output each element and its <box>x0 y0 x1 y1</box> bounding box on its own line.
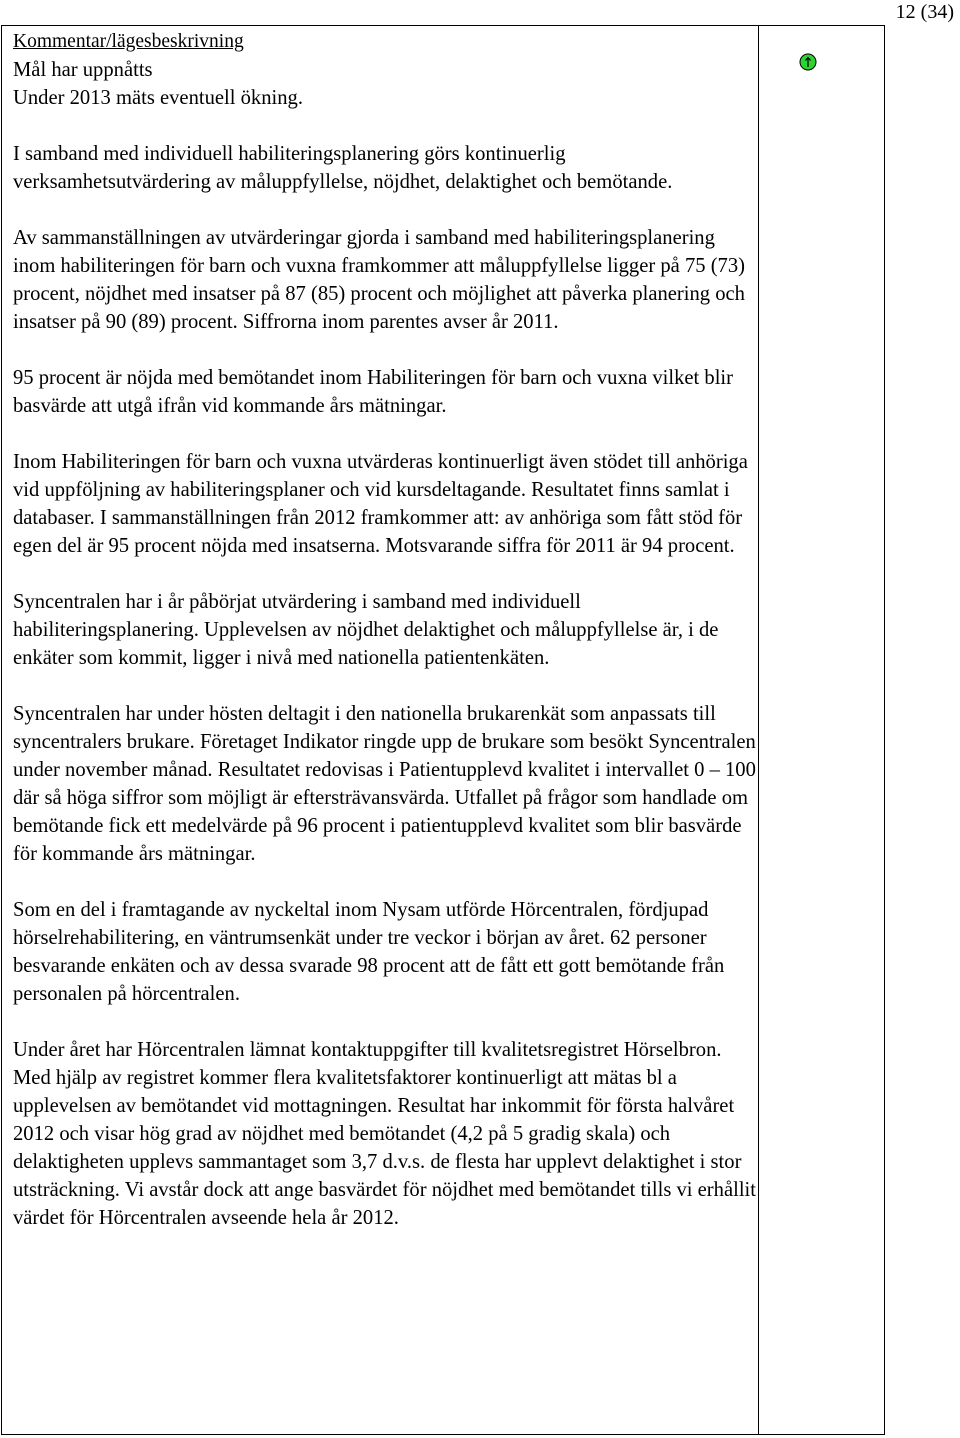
paragraph: 95 procent är nöjda med bemötandet inom Habiliteringen för barn och vuxna vilket blir basvärde att utgå ifrån vid kommande års mätningar. <box>13 367 733 417</box>
page-number: 12 (34) <box>895 1 954 23</box>
paragraph: Inom Habiliteringen för barn och vuxna utvärderas kontinuerligt även stödet till anhöriga vid uppföljning av habiliteringsplaner och vid kursdeltagande. Resultatet finns samlat i databaser. I sammanställningen från 2012 framkommer att: av anhöriga som fått stöd för egen del är 95 procent nöjda med insatserna. Motsvarande siffra för 2011 är 94 procent. <box>13 451 748 557</box>
paragraph: Syncentralen har i år påbörjat utvärdering i samband med individuell habiliteringsplanering. Upplevelsen av nöjdhet delaktighet och måluppfyllelse är, i de enkäter som kommit, ligger i nivå med nationella patientenkäten. <box>13 591 719 669</box>
paragraph: Syncentralen har under hösten deltagit i den nationella brukarenkät som anpassats till syncentralers brukare. Företaget Indikator ringde upp de brukare som besökt Syncentralen under november månad. Resultatet redovisas i Patientupplevd kvalitet i intervallet 0 – 100 där så höga siffror som möjligt är eftersträvansvärda. Utfallet på frågor som handlade om bemötande fick ett medelvärde på 96 procent i patientupplevd kvalitet som blir basvärde för kommande års mätningar. <box>13 703 756 865</box>
note-line: Under 2013 mäts eventuell ökning. <box>13 87 303 109</box>
comment-heading: Kommentar/lägesbeskrivning <box>13 31 244 52</box>
green-up-arrow-icon <box>799 53 817 71</box>
comment-cell <box>13 28 758 1232</box>
paragraph: I samband med individuell habiliteringsplanering görs kontinuerlig verksamhetsutvärdering av måluppfyllelse, nöjdhet, delaktighet och bemötande. <box>13 143 673 193</box>
paragraph: Av sammanställningen av utvärderingar gjorda i samband med habiliteringsplanering inom habiliteringen för barn och vuxna framkommer att måluppfyllelse ligger på 75 (73) procent, nöjdhet med insatser på 87 (85) procent och möjlighet att påverka planering och insatser på 90 (89) procent. Siffrorna inom parentes avser år 2011. <box>13 227 746 333</box>
paragraph: Under året har Hörcentralen lämnat kontaktuppgifter till kvalitetsregistret Hörselbron. Med hjälp av registret kommer flera kvalitetsfaktorer kontinuerligt att mätas bl a upplevelsen av bemötandet vid mottagningen. Resultat har inkommit för första halvåret 2012 och visar hög grad av nöjdhet med bemötandet (4,2 på 5 gradig skala) och delaktigheten upplevs sammantaget som 3,7 d.v.s. de flesta har upplevt delaktighet i stor utsträckning. Vi avstår dock att ange basvärdet för nöjdhet med bemötandet tills vi erhållit värdet för Hörcentralen avseende hela år 2012. <box>13 1039 756 1229</box>
status-column <box>758 25 885 1435</box>
paragraph: Som en del i framtagande av nyckeltal inom Nysam utförde Hörcentralen, fördjupad hörselrehabilitering, en väntrumsenkät under tre veckor i början av året. 62 personer besvarande enkäten och av dessa svarade 98 procent att de fått ett gott bemötande från personalen på hörcentralen. <box>13 899 725 1005</box>
status-line: Mål har uppnåtts <box>13 59 153 81</box>
